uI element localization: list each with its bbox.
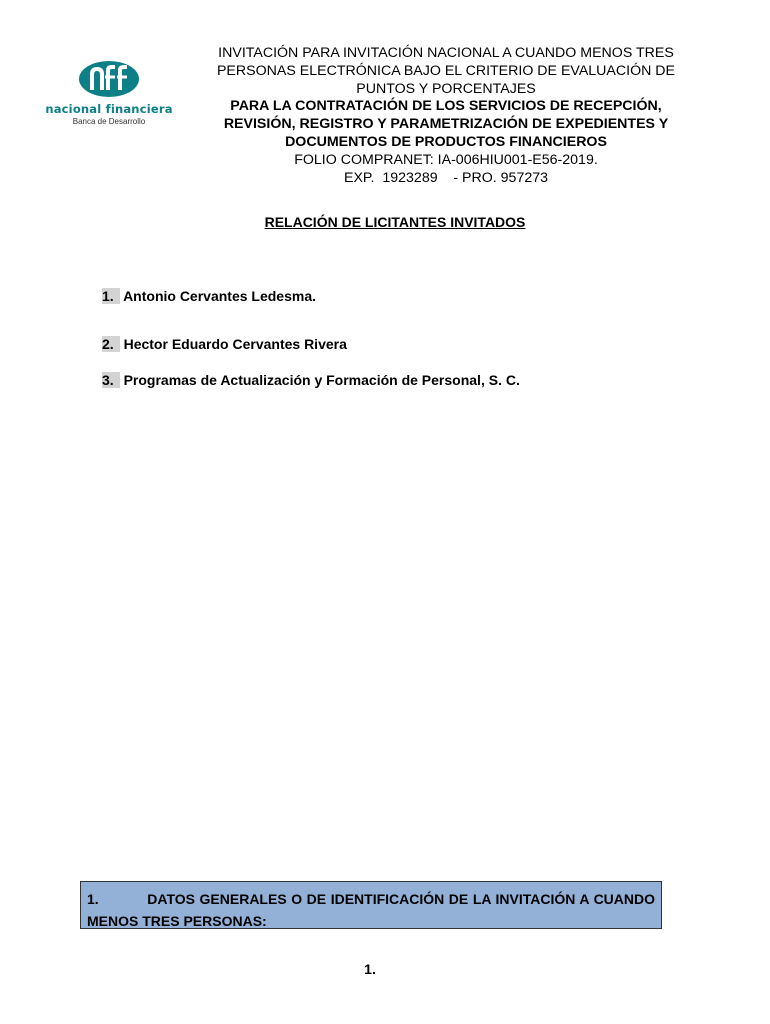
bidder-item [102, 288, 316, 304]
header-bold-line-1: PARA LA CONTRATACIÓN DE LOS SERVICIOS DE RECEPCIÓN, [230, 98, 662, 115]
logo-subtitle: Banca de Desarrollo [72, 117, 146, 126]
header-folio: FOLIO COMPRANET: IA-006HIU001-E56-2019. [294, 151, 598, 168]
section-title: RELACIÓN DE LICITANTES INVITADOS [264, 214, 526, 230]
section-heading-text: DATOS GENERALES O DE IDENTIFICACIÓN DE LA INVITACIÓN A CUANDO MENOS TRES PERSONAS: [87, 891, 656, 929]
bidder-name: Antonio Cervantes Ledesma. [123, 288, 316, 304]
section-heading-box [80, 881, 662, 929]
bidder-number: 2. [102, 336, 120, 352]
header-line-1: INVITACIÓN PARA INVITACIÓN NACIONAL A CUANDO MENOS TRES [218, 45, 674, 61]
bidder-item [102, 336, 347, 352]
bidder-name: Hector Eduardo Cervantes Rivera [123, 336, 347, 352]
logo-name: nacional financiera [45, 102, 173, 116]
header-bold-line-2: REVISIÓN, REGISTRO Y PARAMETRIZACIÓN DE EXPEDIENTES Y [223, 116, 669, 133]
bidder-number: 1. [102, 288, 120, 304]
header-bold-line-3: DOCUMENTOS DE PRODUCTOS FINANCIEROS [285, 133, 607, 150]
bidder-number: 3. [102, 372, 120, 388]
document-header [190, 45, 702, 187]
nafin-logo [36, 60, 182, 132]
header-line-2: PERSONAS ELECTRÓNICA BAJO EL CRITERIO DE EVALUACIÓN DE [216, 62, 676, 79]
bidder-item [102, 372, 520, 388]
nafin-emblem-icon [78, 60, 140, 98]
header-exp: EXP. 1923289 - PRO. 957273 [343, 169, 549, 186]
page-number: 1. [364, 961, 376, 977]
bidder-name: Programas de Actualización y Formación de Personal, S. C. [123, 372, 520, 388]
header-line-3: PUNTOS Y PORCENTAJES [356, 80, 536, 97]
section-heading-number: 1. [87, 891, 99, 907]
